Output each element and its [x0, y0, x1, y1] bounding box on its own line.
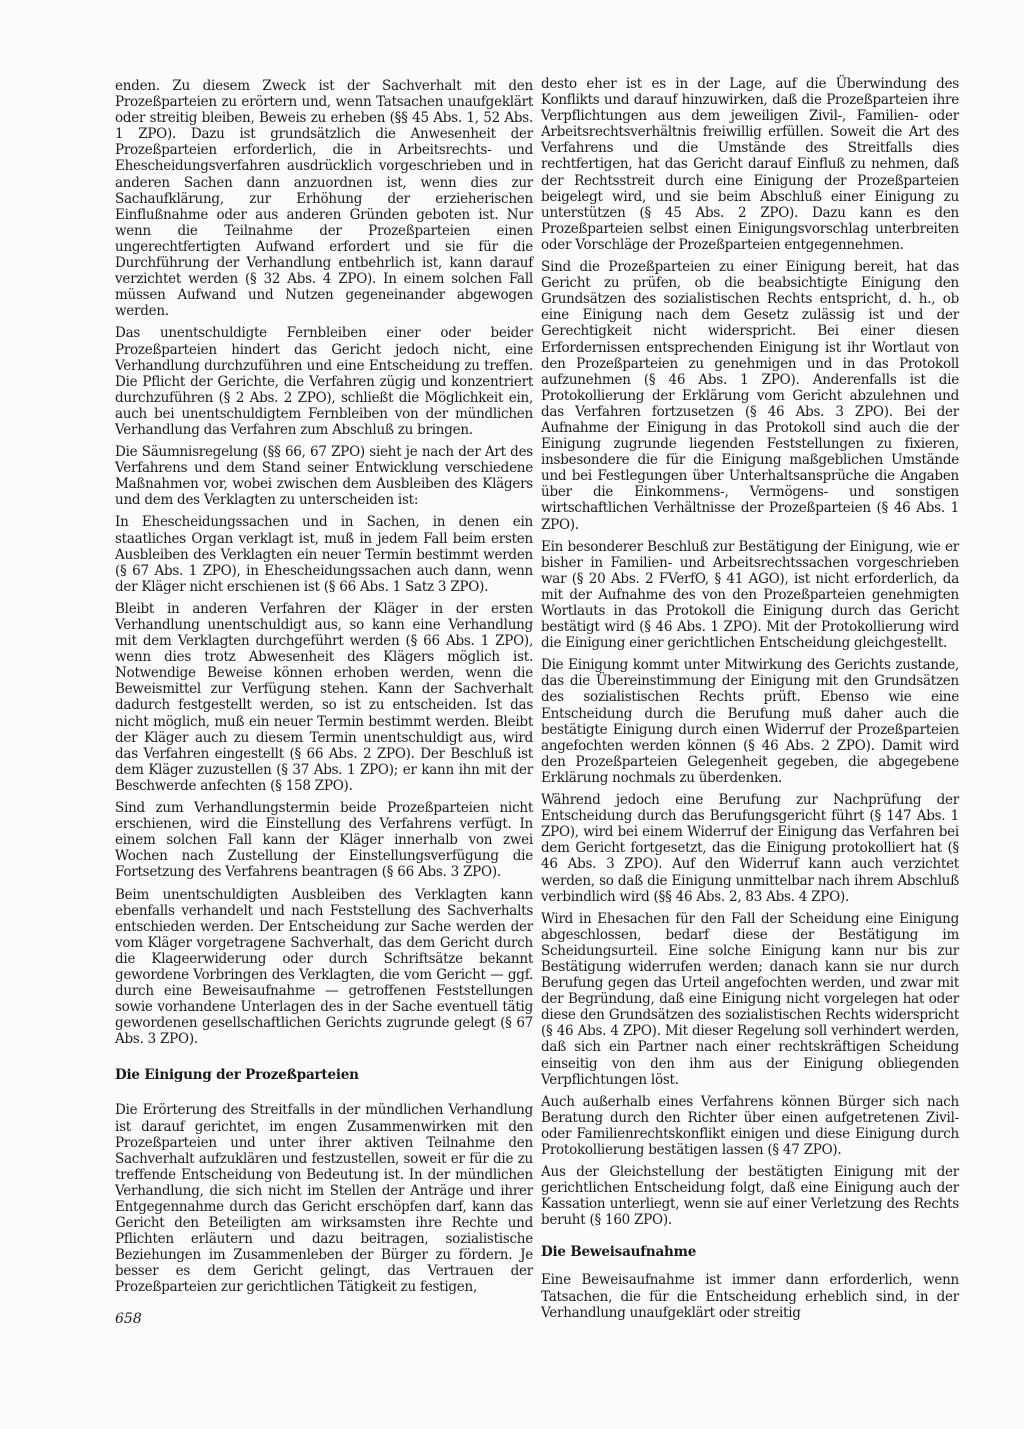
- paragraph: Wird in Ehesachen für den Fall der Scheidung eine Einigung abgeschlossen, bedarf diese der Bestätigung im Scheidungsurteil. Eine solche Einigung kann nur bis zur Bestätigung widerrufen werden; danach kann sie nur durch Berufung gegen das Urteil angefochten werden, und zwar mit der Begründung, daß eine Einigung nicht vorgelegen hat oder diese den Grundsätzen des sozialistischen Rechts widerspricht (§ 46 Abs. 4 ZPO). Mit dieser Regelung soll verhindert werden, daß sich ein Partner nach einer rechtskräftigen Scheidung einseitig von den ihm aus der Einigung obliegenden Verpflichtungen löst.: [541, 910, 959, 1088]
- paragraph: Sind die Prozeßparteien zu einer Einigung bereit, hat das Gericht zu prüfen, ob die beabsichtigte Einigung den Grundsätzen des sozialistischen Rechts entspricht, d. h., ob eine Einigung nach dem Gesetz zulässig ist und der Gerechtigkeit nicht widerspricht. Bei einer diesen Erfordernissen entsprechenden Einigung ist ihr Wortlaut von den Prozeßparteien zu genehmigen und in das Protokoll aufzunehmen (§ 46 Abs. 1 ZPO). Anderenfalls ist die Protokollierung der Erklärung vom Gericht abzulehnen und das Verfahren fortzusetzen (§ 46 Abs. 3 ZPO). Bei der Aufnahme der Einigung in das Protokoll sind auch die der Einigung zugrunde liegenden Feststellungen zu fixieren, insbesondere die für die Einigung maßgeblichen Umstände und bei Festlegungen über Unterhaltsansprüche die Angaben über die Einkommens-, Vermögens- und sonstigen wirtschaftlichen Verhältnisse der Prozeßparteien (§ 46 Abs. 1 ZPO).: [541, 259, 959, 533]
- paragraph: Ein besonderer Beschluß zur Bestätigung der Einigung, wie er bisher in Familien- und Arbeitsrechtssachen vorgeschrieben war (§ 20 Abs. 2 FVerfO, § 41 AGO), ist nicht erforderlich, da mit der Aufnahme des von den Prozeßparteien genehmigten Wortlauts in das Protokoll die Einigung durch das Gericht bestätigt wird (§ 46 Abs. 1 ZPO). Mit der Protokollierung wird die Einigung einer gerichtlichen Entscheidung gleichgestellt.: [541, 538, 959, 652]
- paragraph: In Ehescheidungssachen und in Sachen, in denen ein staatliches Organ verklagt ist, muß in jedem Fall beim ersten Ausbleiben des Verklagten ein neuer Termin bestimmt werden (§ 67 Abs. 1 ZPO), in Ehescheidungssachen auch dann, wenn der Kläger nicht erschienen ist (§ 66 Abs. 1 Satz 3 ZPO).: [115, 514, 533, 595]
- paragraph: desto eher ist es in der Lage, auf die Überwindung des Konflikts und darauf hinzuwirken, daß die Prozeßparteien ihre Verpflichtungen aus dem jeweiligen Zivil-, Familien- oder Arbeitsrechtsverhältnis freiwillig erfüllen. Soweit die Art des Verfahrens und die Umstände des Streitfalls dies rechtfertigen, hat das Gericht darauf Einfluß zu nehmen, daß der Rechtsstreit durch eine Einigung der Prozeßparteien beigelegt wird, und sie beim Abschluß einer Einigung zu unterstützen (§ 45 Abs. 2 ZPO). Dazu kann es den Prozeßparteien selbst einen Einigungsvorschlag unterbreiten oder Vorschläge der Prozeßparteien entgegennehmen.: [541, 76, 959, 253]
- paragraph: enden. Zu diesem Zweck ist der Sachverhalt mit den Prozeßparteien zu erörtern und, wenn Tatsachen unaufgeklärt oder streitig bleiben, Beweis zu erheben (§§ 45 Abs. 1, 52 Abs. 1 ZPO). Dazu ist grundsätzlich die Anwesenheit der Prozeßparteien erforderlich, die in Arbeitsrechts- und Ehescheidungsverfahren ausdrücklich vorgeschrieben und in anderen Sachen dann anzuordnen ist, wenn dies zur Sachaufklärung, zur Erhöhung der erzieherischen Einflußnahme oder aus anderen Gründen geboten ist. Nur wenn die Teilnahme der Prozeßparteien einen ungerechtfertigten Aufwand erfordert und sie für die Durchführung der Verhandlung entbehrlich ist, kann darauf verzichtet werden (§ 32 Abs. 4 ZPO). In einem solchen Fall müssen Aufwand und Nutzen gegeneinander abgewogen werden.: [115, 78, 533, 320]
- paragraph: Bleibt in anderen Verfahren der Kläger in der ersten Verhandlung unentschuldigt aus, so kann eine Verhandlung mit dem Verklagten durchgeführt werden (§ 66 Abs. 1 ZPO), wenn dies trotz Abwesenheit des Klägers möglich ist. Notwendige Beweise können erhoben werden, wenn die Beweismittel zur Verfügung stehen. Kann der Sachverhalt dadurch festgestellt werden, so ist zu entscheiden. Ist das nicht möglich, muß ein neuer Termin bestimmt werden. Bleibt der Kläger auch zu diesem Termin unentschuldigt aus, wird das Verfahren eingestellt (§ 66 Abs. 2 ZPO). Der Beschluß ist dem Kläger zuzustellen (§ 37 Abs. 1 ZPO); er kann ihn mit der Beschwerde anfechten (§ 158 ZPO).: [115, 600, 533, 794]
- paragraph: Auch außerhalb eines Verfahrens können Bürger sich nach Beratung durch den Richter über einen aufgetretenen Zivil- oder Familienrechtskonflikt einigen und diese Einigung durch Protokollierung bestätigen lassen (§ 47 ZPO).: [541, 1093, 959, 1158]
- paragraph: Die Säumnisregelung (§§ 66, 67 ZPO) sieht je nach der Art des Verfahrens und dem Stand seiner Entwicklung verschiedene Maßnahmen vor, wobei zwischen dem Ausbleiben des Klägers und dem des Verklagten zu unterscheiden ist:: [115, 444, 533, 509]
- paragraph: Während jedoch eine Berufung zur Nachprüfung der Entscheidung durch das Berufungsgericht führt (§ 147 Abs. 1 ZPO), wird bei einem Widerruf der Einigung das Verfahren bei dem Gericht fortgesetzt, das die Einigung protokolliert hat (§ 46 Abs. 3 ZPO). Auf den Widerruf kann auch verzichtet werden, so daß die Einigung unmittelbar nach ihrem Abschluß verbindlich wird (§§ 46 Abs. 2, 83 Abs. 4 ZPO).: [541, 792, 959, 905]
- paragraph: Das unentschuldigte Fernbleiben einer oder beider Prozeßparteien hindert das Gericht jedoch nicht, eine Verhandlung durchzuführen und eine Entscheidung zu treffen. Die Pflicht der Gerichte, die Verfahren zügig und konzentriert durchzuführen (§ 2 Abs. 2 ZPO), schließt die Möglichkeit ein, auch bei unentschuldigtem Fernbleiben von der mündlichen Verhandlung das Verfahren zum Abschluß zu bringen.: [115, 325, 533, 438]
- page-number: 658: [115, 1311, 142, 1327]
- paragraph: Aus der Gleichstellung der bestätigten Einigung mit der gerichtlichen Entscheidung folgt, daß eine Einigung auch der Kassation unterliegt, wenn sie auf einer Verletzung des Rechts beruht (§ 160 ZPO).: [541, 1164, 959, 1229]
- paragraph: Eine Beweisaufnahme ist immer dann erforderlich, wenn Tatsachen, die für die Entscheidung erheblich sind, in der Verhandlung unaufgeklärt oder streitig: [541, 1272, 959, 1321]
- paragraph: Die Einigung kommt unter Mitwirkung des Gerichts zustande, das die Übereinstimmung der Einigung mit den Grundsätzen des sozialistischen Rechts prüft. Ebenso wie eine Entscheidung durch die Berufung muß daher auch die bestätigte Einigung durch einen Widerruf der Prozeßparteien angefochten werden können (§ 46 Abs. 2 ZPO). Damit wird den Prozeßparteien Gelegenheit gegeben, die abgegebene Erklärung nochmals zu überdenken.: [541, 657, 959, 786]
- paragraph: Die Erörterung des Streitfalls in der mündlichen Verhandlung ist darauf gerichtet, im engen Zusammenwirken mit den Prozeßparteien und unter ihrer aktiven Teilnahme den Sachverhalt aufzuklären und festzustellen, soweit er für die zu treffende Entscheidung von Bedeutung ist. In der mündlichen Verhandlung, die sich nicht im Stellen der Anträge und ihrer Entgegennahme durch das Gericht erschöpfen darf, kann das Gericht den Beteiligten am wirksamsten ihre Rechte und Pflichten erläutern und dazu beitragen, sozialistische Beziehungen im Zusammenleben der Bürger zu fördern. Je besser es dem Gericht gelingt, das Vertrauen der Prozeßparteien zur gerichtlichen Tätigkeit zu festigen,: [115, 1102, 533, 1296]
- section-heading: Die Einigung der Prozeßparteien: [115, 1067, 359, 1084]
- right-column: [541, 76, 959, 1327]
- paragraph: Beim unentschuldigten Ausbleiben des Verklagten kann ebenfalls verhandelt und nach Feststellung des Sachverhalts entschieden werden. Der Entscheidung zur Sache werden der vom Kläger vorgetragene Sachverhalt, das dem Gericht durch die Klageerwiderung oder durch Schriftsätze bekannt gewordene Vorbringen des Verklagten, die vom Gericht — ggf. durch eine Beweisaufnahme — getroffenen Feststellungen sowie vorhandene Unterlagen des in der Sache eventuell tätig gewordenen gesellschaftlichen Gerichts zugrunde gelegt (§ 67 Abs. 3 ZPO).: [115, 886, 533, 1048]
- paragraph: Sind zum Verhandlungstermin beide Prozeßparteien nicht erschienen, wird die Einstellung des Verfahrens verfügt. In einem solchen Fall kann der Kläger innerhalb von zwei Wochen nach Zustellung der Einstellungsverfügung die Fortsetzung des Verfahrens beantragen (§ 66 Abs. 3 ZPO).: [115, 800, 533, 881]
- left-column: [115, 78, 533, 1302]
- section-heading: Die Beweisaufnahme: [541, 1244, 697, 1261]
